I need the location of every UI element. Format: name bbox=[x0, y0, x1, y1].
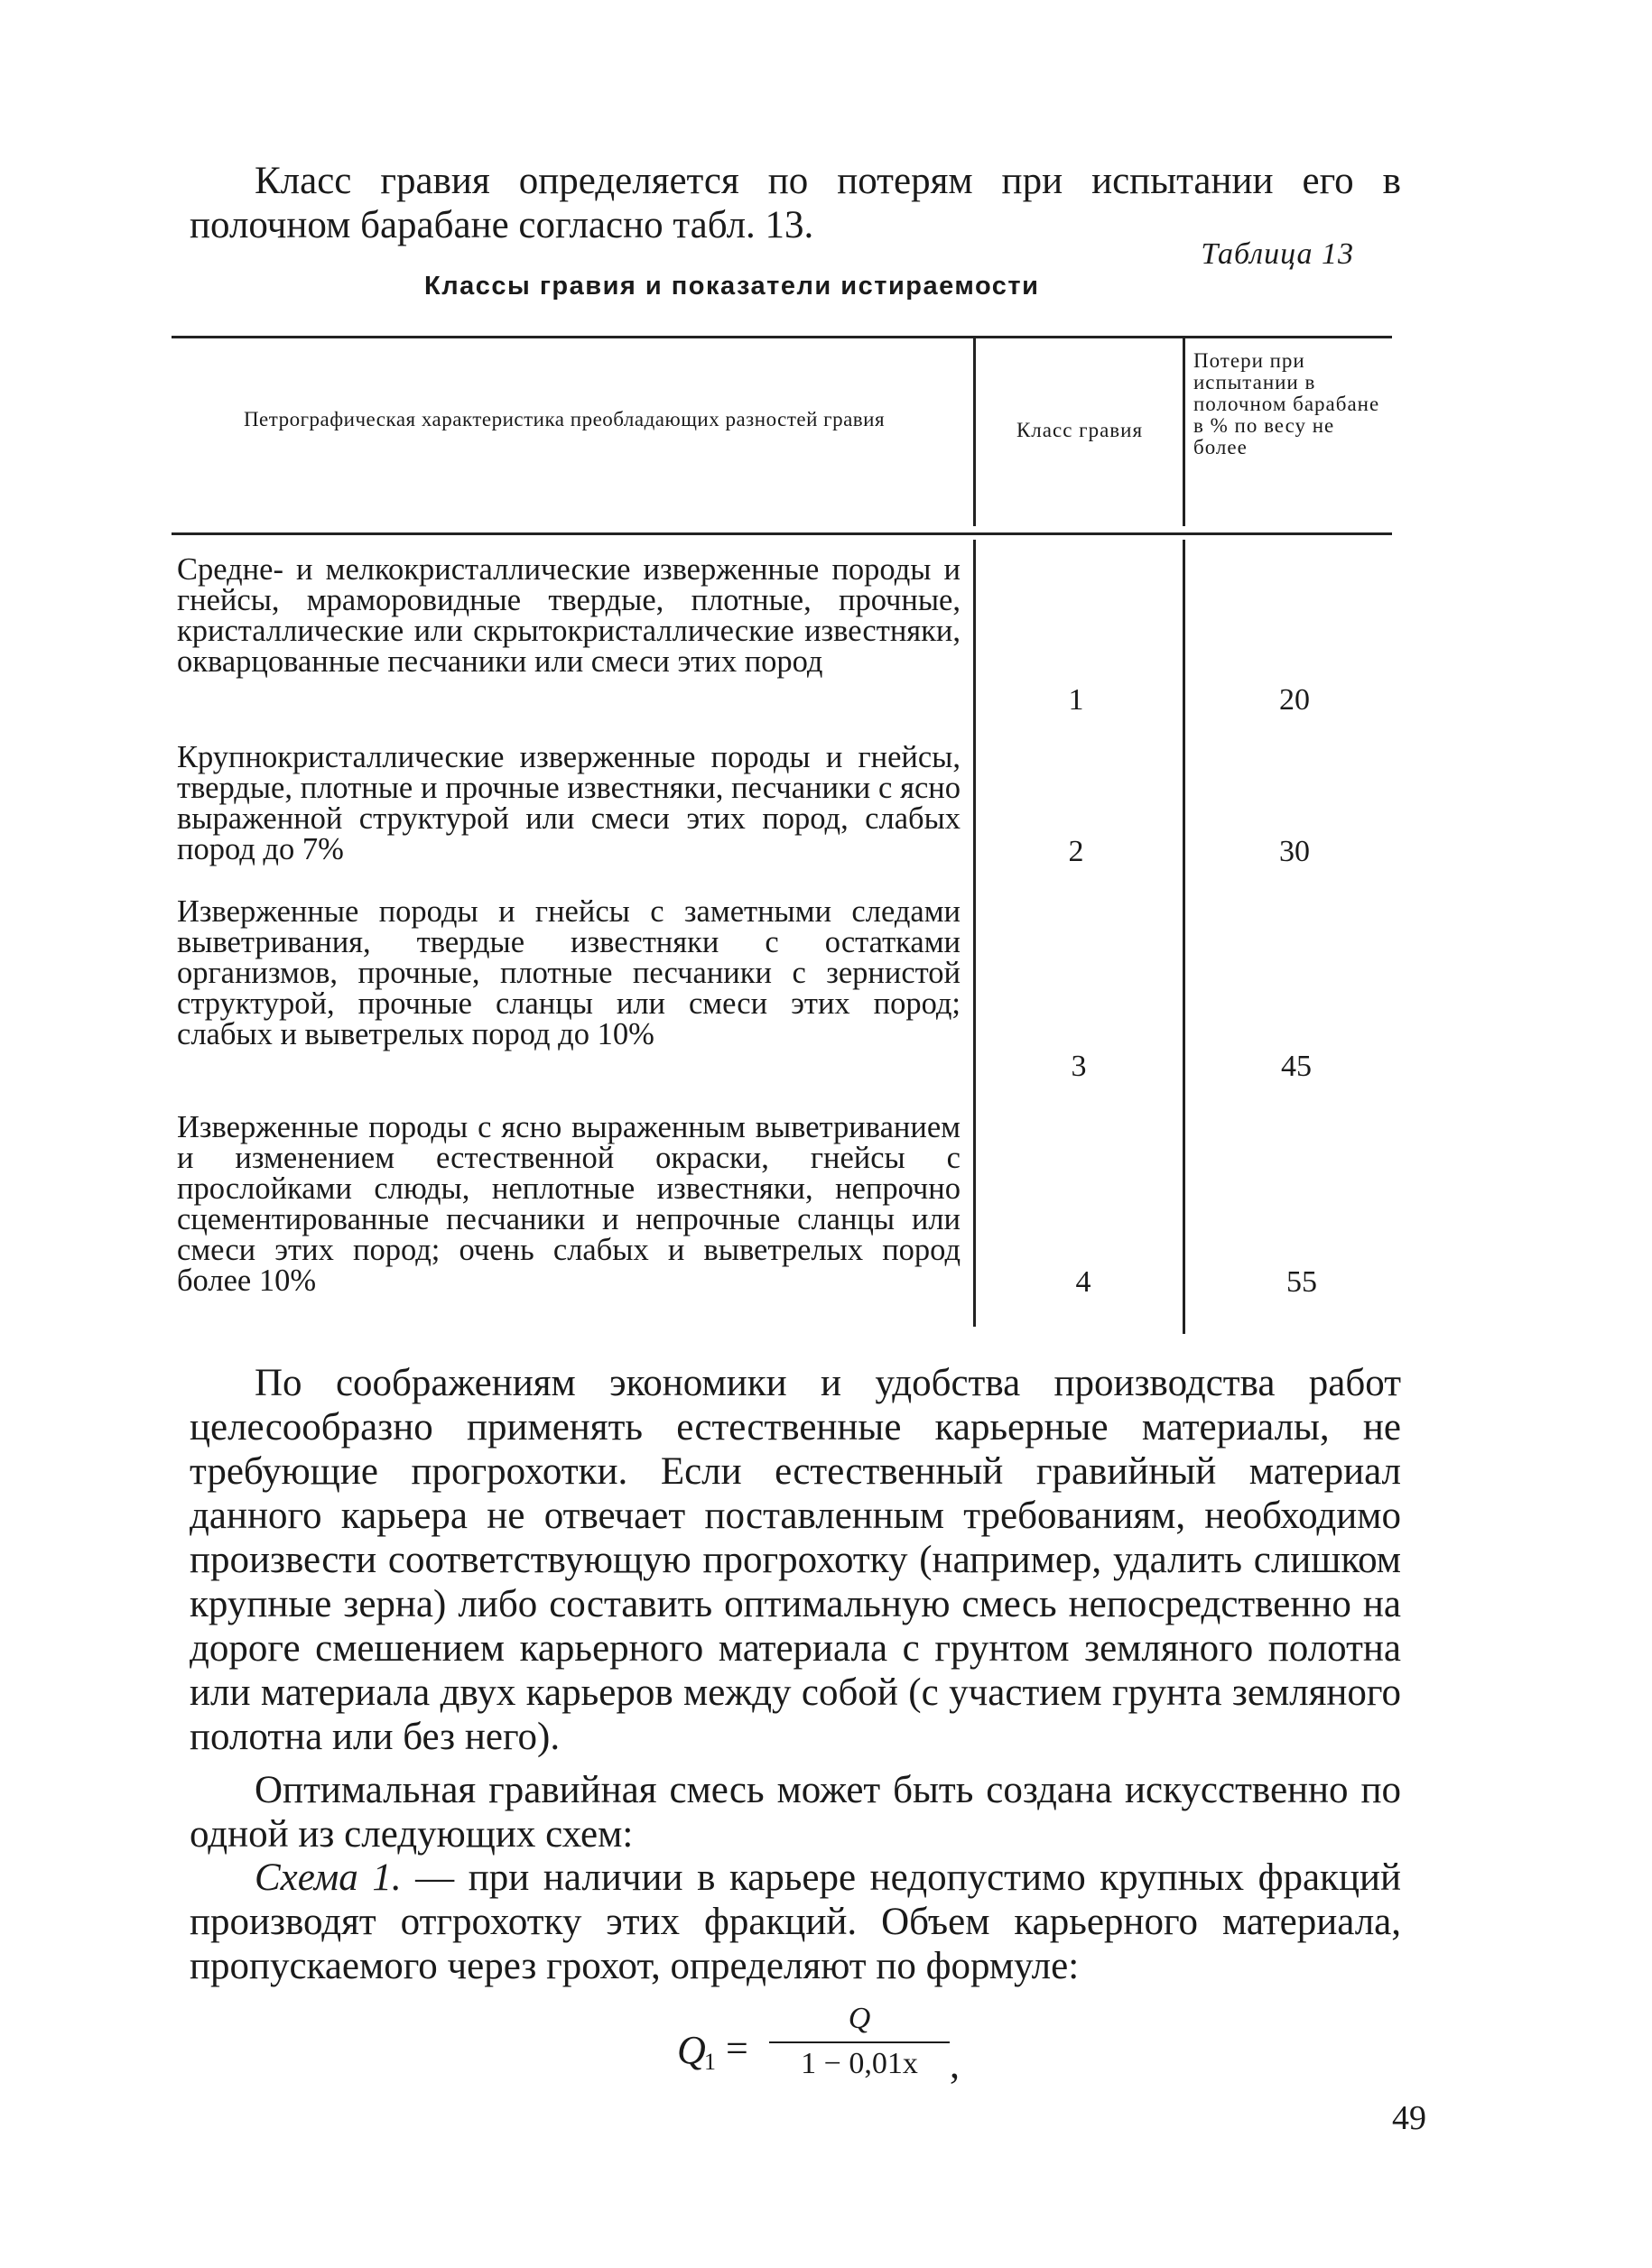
header-class: Класс гравия bbox=[1016, 419, 1144, 441]
table-row-3-description: Изверженные породы и гнейсы с заметными следами выветривания, твердые известняки с остатками организмов, прочные, плотные песчаники с зернистой структурой, прочные сланцы или смеси этих пород; слабых и выветрелых пород до 10% bbox=[177, 894, 961, 1051]
header-description: Петрографическая характеристика преобладающих разностей гравия bbox=[243, 408, 886, 430]
header-divider-1 bbox=[973, 338, 976, 526]
body-paragraph-2: Оптимальная гравийная смесь может быть создана искусственно по одной из следующих схем: bbox=[190, 1769, 1401, 1856]
table-header-rule bbox=[172, 532, 1392, 535]
body-divider-1 bbox=[973, 540, 976, 1327]
table-row-2-loss: 30 bbox=[1279, 835, 1310, 868]
table-row-3-class: 3 bbox=[1071, 1050, 1087, 1083]
table-row-1-class: 1 bbox=[1068, 683, 1084, 717]
table-row-1-description: Средне- и мелкокристаллические изверженные породы и гнейсы, мраморовидные твердые, плотные, прочные, кристаллические или скрытокристаллические известняки, окварцованные песчаники или смеси этих пород bbox=[177, 552, 961, 679]
formula-trailing-comma: , bbox=[950, 2042, 960, 2087]
scheme-1-paragraph bbox=[190, 1856, 1401, 1988]
table-row-2-description: Крупнокристаллические изверженные породы и гнейсы, твердые, плотные и прочные известняки, песчаники с ясно выраженной структурой или смеси этих пород, слабых пород до 7% bbox=[177, 740, 961, 866]
table-number: Таблица 13 bbox=[1201, 237, 1354, 271]
formula-equals: = bbox=[726, 2026, 748, 2070]
table-top-rule bbox=[172, 336, 1392, 338]
formula-lhs-subscript: 1 bbox=[704, 2049, 716, 2075]
scheme-1-text: — при наличии в карьере недопустимо крупных фракций производят отгрохотку этих фракций. Объем карьерного материала, пропускаемого через грохот, определяют по формуле: bbox=[190, 1856, 1401, 1987]
body-divider-2 bbox=[1183, 540, 1185, 1334]
table-row-4-description: Изверженные породы с ясно выраженным выветриванием и изменением естественной окраски, гнейсы с прослойками слюды, неплотные известняки, непрочно сцементированные песчаники и непрочные сланцы или смеси этих пород; очень слабых и выветрелых пород более 10% bbox=[177, 1110, 961, 1298]
table-row-4-loss: 55 bbox=[1286, 1265, 1317, 1299]
header-divider-2 bbox=[1183, 338, 1185, 526]
table-row-4-class: 4 bbox=[1075, 1265, 1091, 1299]
table-row-1-loss: 20 bbox=[1279, 683, 1310, 717]
formula-denominator: 1 − 0,01x bbox=[801, 2047, 918, 2080]
formula-numerator: Q bbox=[848, 2002, 871, 2035]
table-row-3-loss: 45 bbox=[1281, 1050, 1312, 1083]
body-paragraph-1: По соображениям экономики и удобства производства работ целесообразно применять естественные карьерные материалы, не требующие прогрохотки. Если естественный гравийный материал данного карьера не отвечает поставленным требованиям, необходимо произвести соответствующую прогрохотку (например, удалить слишком крупные зерна) либо составить оптимальную смесь непосредственно на дороге смешением карьерного материала с грунтом земляного полотна или материала двух карьеров между собой (с участием грунта земляного полотна или без него). bbox=[190, 1362, 1401, 1758]
scheme-1-label: Схема 1. bbox=[255, 1856, 402, 1899]
table-row-2-class: 2 bbox=[1068, 835, 1084, 868]
formula-lhs: Q bbox=[677, 2028, 706, 2072]
table-title: Классы гравия и показатели истираемости bbox=[424, 272, 1040, 301]
page-number: 49 bbox=[1392, 2099, 1426, 2137]
intro-paragraph: Класс гравия определяется по потерям при испытании его в полочном барабане согласно табл. 13. bbox=[190, 160, 1401, 246]
header-loss: Потери при испытании в полочном барабане в % по весу не более bbox=[1193, 349, 1380, 458]
formula-fraction-bar bbox=[769, 2041, 950, 2043]
